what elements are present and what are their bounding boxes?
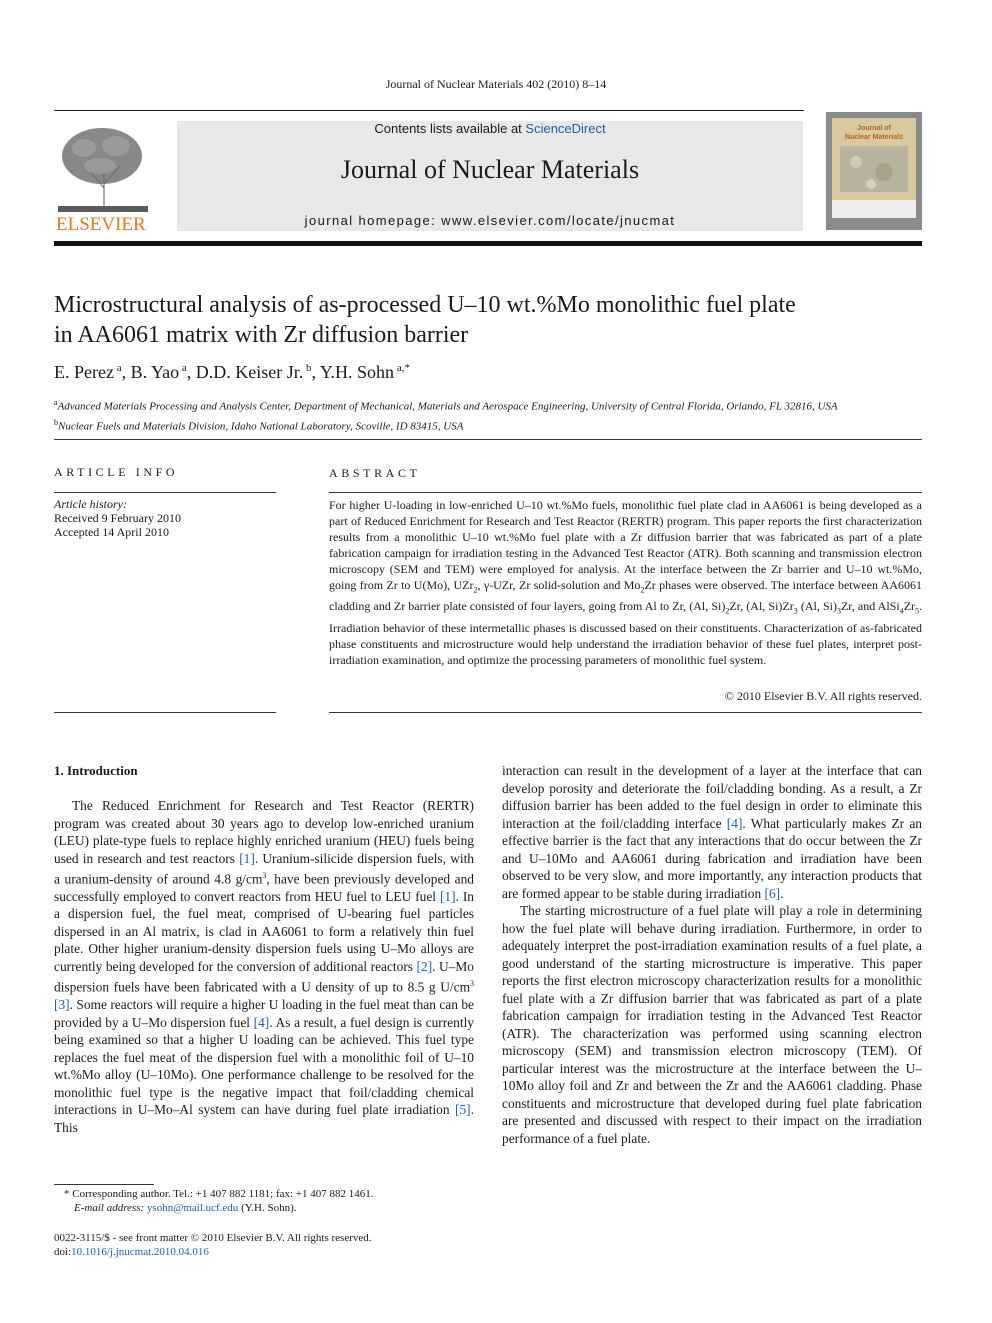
journal-homepage[interactable]: journal homepage: www.elsevier.com/locate/jnucmat — [304, 213, 676, 228]
title-line-1: Microstructural analysis of as-processed U–10 wt.%Mo monolithic fuel plate — [54, 292, 796, 318]
author-name: B. Yao — [130, 362, 180, 382]
elsevier-wordmark: ELSEVIER — [56, 214, 146, 235]
email-label: E-mail address: — [74, 1202, 147, 1214]
abstract-text — [329, 497, 922, 668]
footnote-rule — [54, 1184, 154, 1185]
body-paragraph: The starting microstructure of a fuel plate will play a role in determining how the fuel plate will behave during irradiation. Furthermore, in order to adequately interpret the post-irradiation examination results of a fuel plate, a good understand of the starting microstructure is imperative. This paper reports the first electron microscopy characterization results for a monolithic fuel plate with a Zr diffusion barrier that was fabricated as part of a plate fabrication campaign for irradiation testing in the Advanced Test Reactor (ATR). The characterization was performed using scanning electron microscopy (SEM) and transmission electron microscopy (TEM). Of particular interest was the microstructure at the interface between the U–10Mo alloy foil and Zr and between the Zr and the AA6061 cladding. Phase constituents and microstructure that developed during fuel plate fabrication are presented and discussed with respect to their impact on the irradiation performance of a fuel plate. — [502, 903, 922, 1146]
author-affil-mark: a,* — [396, 362, 410, 374]
author-affil-mark: a — [181, 362, 187, 374]
accepted-date: Accepted 14 April 2010 — [54, 525, 169, 539]
body-column-right — [502, 762, 922, 1147]
citation-link[interactable]: [4] — [726, 815, 743, 831]
author-list: E. Perez $^a$, B. Yao $^a$, D.D. Keiser Jr. $^b$, Y.H. Sohn $^{a,*}$ — [54, 362, 410, 382]
article-history — [54, 497, 276, 539]
journal-reference: Journal of Nuclear Materials 402 (2010) 8–14 — [385, 77, 607, 91]
contents-line — [177, 121, 803, 136]
article-info-bottom-rule — [54, 712, 276, 713]
header-rule — [54, 110, 804, 111]
front-matter — [54, 1231, 474, 1259]
citation-link[interactable]: [5] — [455, 1102, 471, 1118]
citation-link[interactable]: [3] — [54, 997, 70, 1013]
citation-link[interactable]: [1] — [439, 888, 456, 904]
affiliation-mark: a — [54, 398, 58, 407]
contents-prefix: Contents lists available at — [374, 121, 526, 136]
affiliation-a — [54, 395, 914, 415]
citation-link[interactable]: [6] — [764, 885, 781, 901]
journal-name: Journal of Nuclear Materials — [340, 155, 640, 184]
issn-line: 0022-3115/$ - see front matter © 2010 Elsevier B.V. All rights reserved. — [54, 1232, 372, 1244]
corresponding-line: * Corresponding author. Tel.: +1 407 882 1181; fax: +1 407 882 1461. — [64, 1188, 374, 1200]
citation-link[interactable]: [4] — [253, 1014, 270, 1030]
section-heading: 1. Introduction — [54, 763, 138, 778]
article-info-heading: ARTICLE INFO — [54, 465, 179, 479]
citation-link[interactable]: [1] — [239, 850, 255, 866]
email-link[interactable]: ysohn@mail.ucf.edu — [146, 1202, 239, 1214]
header-thick-rule — [54, 241, 922, 246]
article-title — [54, 290, 914, 350]
abstract-sentence: For higher U-loading in low-enriched U–10 wt.%Mo fuels, monolithic fuel plate clad in AA6061 is being developed as a part of Reduced Enrichment for Research and Test Reactor (RERTR) program. This paper reports the first characterization results from a monolithic U–10 wt.%Mo fuel plate with a Zr diffusion barrier that was fabricated as part of a plate fabrication campaign for irradiation testing in the Advanced Test Reactor (ATR). Both scanning and transmission electron microscopy (SEM and TEM) were employed for analysis. At the interface between the Zr barrier and U–10 wt.%Mo, going from Zr to U(Mo), UZr$_2$, γ-UZr, Zr solid-solution and $Mo_2Zr$ phases were observed. The interface between AA6061 cladding and Zr barrier plate consisted of four layers, going from Al to Zr, (Al, $Si)_2Zr$, (Al, $Si)Zr_3$ (Al, $Si)_3Zr$, and $AlSi_4Zr_5$. Irradiation behavior of these intermetallic phases is discussed based on their constituents. Characterization of as-fabricated phase constituents and microstructure would help understand the irradiation behavior of these fuel plates, interpret post-irradiation examination, and optimize the processing parameters of monolithic fuel system. — [329, 498, 923, 667]
doi-link[interactable]: 10.1016/j.jnucmat.2010.04.016 — [71, 1246, 209, 1258]
author-affil-mark: b — [306, 362, 312, 374]
body-paragraph: The Reduced Enrichment for Research and Test Reactor (RERTR) program was created about 30 years ago to develop low-enriched uranium (LEU) plate-type fuels to replace highly enriched uranium (HEU) fuels being used in research and test reactors [1]. Uranium-silicide dispersion fuels, with a uranium-density of around 4.8 $g/cm^3$, have been previously developed and successfully employed to convert reactors from HEU fuel to LEU fuel [1]. In a dispersion fuel, the fuel meat, comprised of U-bearing fuel particles dispersed in an Al matrix, is clad in AA6061 to form a relatively thin fuel plate. Other higher uranium-density dispersion fuels using U–Mo alloys are currently being developed for the conversion of additional reactors [2]. U–Mo dispersion fuels have been fabricated with a U density of up to 8.5 g $U/cm^3$ [3]. Some reactors will require a higher U loading in the fuel meat than can be provided by a U–Mo dispersion fuel [4]. As a result, a fuel design is currently being examined so that a higher U loading can be achieved. This fuel type replaces the fuel meat of the dispersion fuel with a monolithic foil of U–10 wt.%Mo alloy (U–10Mo). One performance challenge to be resolved for the monolithic fuel type is the negative impact that foil/cladding chemical interactions in U–Mo–Al system can have during fuel plate irradiation [5]. This — [54, 798, 475, 1135]
email-line — [54, 1201, 474, 1215]
author-affil-mark: a — [116, 362, 122, 374]
affiliation-b — [54, 415, 914, 435]
author-name: Y.H. Sohn — [319, 362, 395, 382]
author-name: D.D. Keiser Jr. — [195, 362, 304, 382]
corresponding-author-footnote — [54, 1187, 474, 1215]
sciencedirect-link[interactable]: ScienceDirect — [525, 121, 606, 136]
author-name: E. Perez — [54, 362, 114, 382]
history-label: Article history: — [54, 497, 127, 511]
affiliations — [54, 395, 914, 434]
affiliation-text: Advanced Materials Processing and Analysis Center, Department of Mechanical, Materials and Aerospace Engineering, University of Central Florida, Orlando, FL 32816, USA — [57, 400, 838, 413]
elsevier-logo — [54, 118, 158, 236]
affiliation-text: Nuclear Fuels and Materials Division, Idaho National Laboratory, Scoville, ID 83415, USA — [58, 420, 464, 433]
section-rule — [54, 439, 922, 440]
article-info-rule — [54, 492, 276, 493]
journal-cover-thumbnail — [826, 112, 922, 230]
title-line-2: in AA6061 matrix with Zr diffusion barrier — [54, 322, 469, 348]
body-paragraph: interaction can result in the development of a layer at the interface that can develop porosity and deteriorate the foil/cladding bonding. As a result, a Zr diffusion barrier has been added to the fuel design in order to eliminate this interaction at the foil/cladding interface [4]. What particularly makes Zr an effective barrier is the fact that any interactions that do occur between the Zr and U–10Mo and AA6061 during fabrication and irradiation have been observed to be very slow, and more importantly, any interaction products that are formed appear to be stable during irradiation [6]. — [502, 763, 922, 901]
email-suffix: (Y.H. Sohn). — [238, 1202, 297, 1214]
body-column-left — [54, 797, 474, 1136]
doi-label: doi: — [54, 1246, 72, 1258]
abstract-heading: ABSTRACT — [329, 466, 421, 480]
abstract-rule — [329, 492, 922, 493]
cover-title-line1: Journal of — [857, 125, 891, 132]
citation-link[interactable]: [2] — [416, 958, 433, 974]
affiliation-mark: b — [54, 417, 58, 427]
abstract-copyright: © 2010 Elsevier B.V. All rights reserved. — [724, 689, 922, 703]
abstract-bottom-rule — [329, 712, 922, 713]
received-date: Received 9 February 2010 — [54, 511, 181, 525]
cover-title-line2: Nuclear Materials — [845, 134, 903, 141]
doi-line — [54, 1245, 474, 1259]
